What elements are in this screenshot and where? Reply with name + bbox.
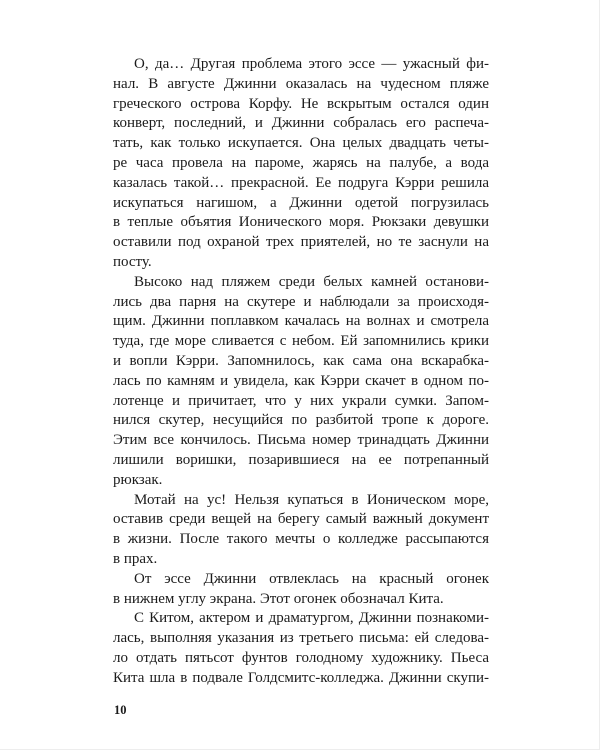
text-line: Этим все кончилось. Письма номер тринадцать Джинни <box>113 432 489 449</box>
text-line: тать, как только искупается. Она целых двадцать четы- <box>113 135 489 152</box>
page-number: 10 <box>114 703 127 717</box>
text-line: греческого острова Корфу. Не вскрытым остался один <box>113 95 489 112</box>
text-line: оставив среди вещей на берегу самый важный документ <box>113 511 489 528</box>
paragraph <box>113 609 489 688</box>
text-line: Кита шла в подвале Голдсмитс-колледжа. Джинни скупи- <box>113 669 489 686</box>
text-line: Высоко над пляжем среди белых камней останови- <box>134 273 489 290</box>
text-line: в теплые объятия Ионического моря. Рюкзаки девушки <box>113 214 489 231</box>
text-line: Мотай на ус! Нельзя купаться в Ионическом море, <box>134 491 489 508</box>
text-line: щим. Джинни поплавком качалась на волнах и смотрела <box>113 313 489 330</box>
text-line: в нижнем углу экрана. Этот огонек обозначал Кита. <box>113 590 444 607</box>
text-line: О, да… Другая проблема этого эссе — ужасный фи- <box>134 56 489 72</box>
text-line: рюкзак. <box>113 471 163 488</box>
text-line: ре часа провела на пароме, жарясь на палубе, а вода <box>113 154 489 171</box>
text-line: лась по камням и увидела, как Кэрри скачет в одном по- <box>113 372 489 389</box>
text-line: С Китом, актером и драматургом, Джинни познакоми- <box>134 610 489 627</box>
text-line: лись два парня на скутере и наблюдали за происходя- <box>113 293 489 310</box>
text-line: казалась такой… прекрасной. Ее подруга Кэрри решила <box>113 174 489 191</box>
text-line: ло отдать пятьсот фунтов голодному художнику. Пьеса <box>113 649 489 666</box>
text-line: и вопли Кэрри. Запомнилось, как сама она вскарабка- <box>113 352 489 369</box>
text-line: искупаться нагишом, а Джинни одетой погрузилась <box>113 194 489 211</box>
text-line: туда, где море сливается с небом. Ей запомнились крики <box>113 333 489 350</box>
text-line: оставили под охраной трех приятелей, но те заснули на <box>113 234 489 251</box>
text-line: От эссе Джинни отвлеклась на красный огонек <box>134 570 489 587</box>
text-line: лась, выполняя указания из третьего письма: ей следова- <box>113 630 489 647</box>
page-text <box>113 55 489 689</box>
text-line: нился скутер, несущийся по разбитой тропе к дороге. <box>113 412 489 429</box>
paragraph <box>113 491 489 570</box>
paragraph <box>113 273 489 491</box>
text-line: в жизни. После такого мечты о колледже рассыпаются <box>113 531 489 548</box>
text-line: лишили воришки, позарившиеся на ее потрепанный <box>113 451 489 468</box>
paragraph <box>113 570 489 610</box>
text-line: нал. В августе Джинни оказалась на чудесном пляже <box>113 75 489 92</box>
paragraph <box>113 55 489 273</box>
text-line: в прах. <box>113 550 158 567</box>
text-line: конверт, последний, и Джинни собралась его распеча- <box>113 115 489 132</box>
text-line: посту. <box>113 253 152 270</box>
text-line: лотенце и причитает, что у них украли сумки. Запом- <box>113 392 489 409</box>
